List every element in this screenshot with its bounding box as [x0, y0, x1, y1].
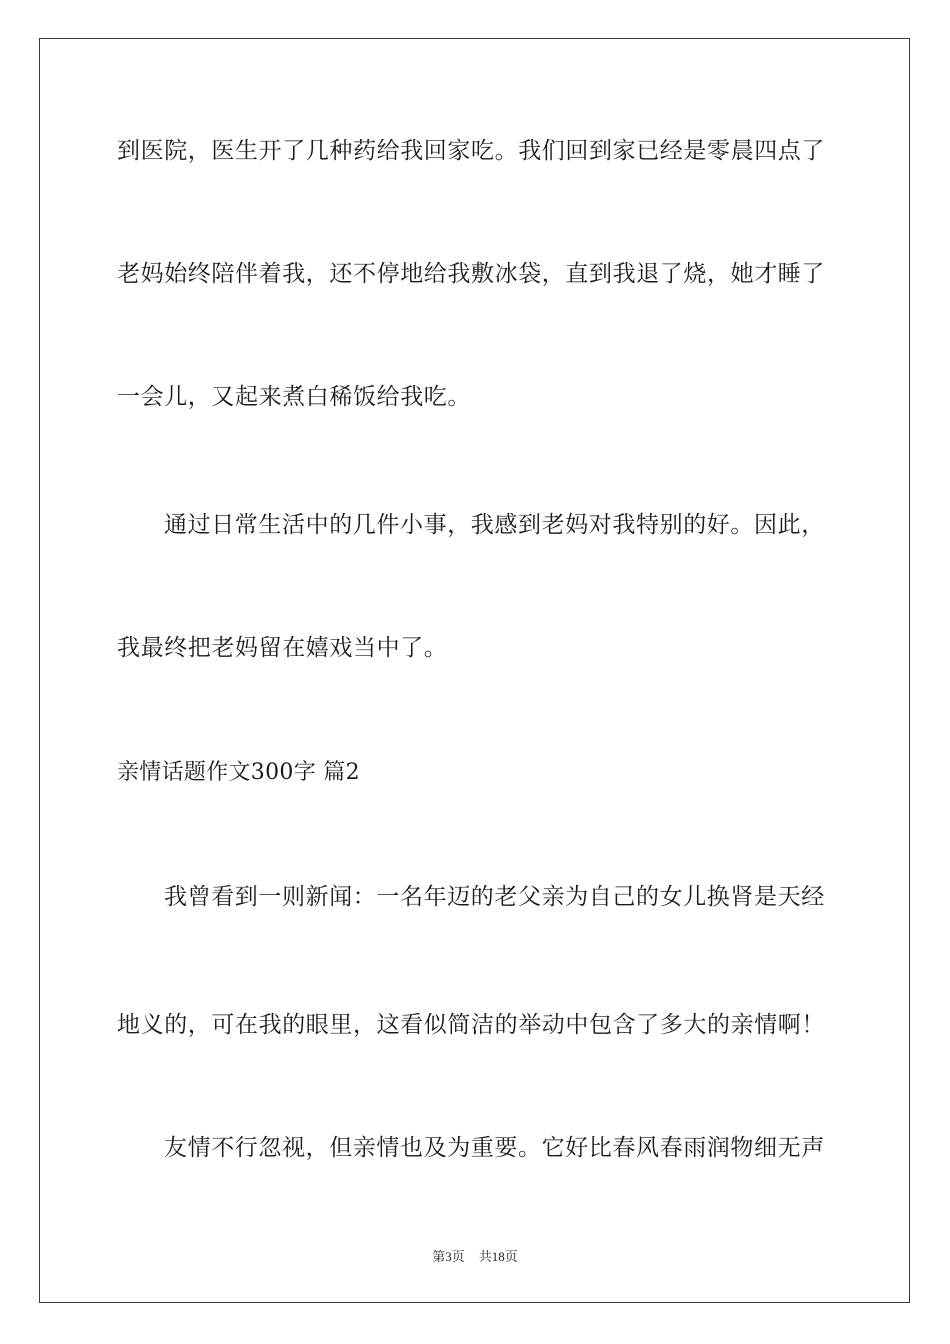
page-total: 共18页	[478, 1249, 518, 1264]
page-number: 第3页	[432, 1249, 465, 1264]
paragraph-line: 我曾看到一则新闻：一名年迈的老父亲为自己的女儿换肾是天经	[164, 884, 825, 910]
paragraph-line: 地义的，可在我的眼里，这看似简洁的举动中包含了多大的亲情啊！	[117, 1012, 825, 1038]
section-heading: 亲情话题作文300字 篇2	[117, 760, 360, 785]
paragraph-line: 一会儿，又起来煮白稀饭给我吃。	[117, 384, 471, 410]
paragraph-line: 到医院，医生开了几种药给我回家吃。我们回到家已经是零晨四点了	[117, 138, 825, 164]
paragraph-line: 通过日常生活中的几件小事，我感到老妈对我特别的好。因此，	[164, 512, 825, 538]
page-border	[39, 38, 910, 1303]
paragraph-line: 友情不行忽视，但亲情也及为重要。它好比春风春雨润物细无声	[164, 1135, 825, 1161]
page-footer	[0, 1246, 950, 1265]
paragraph-line: 老妈始终陪伴着我，还不停地给我敷冰袋，直到我退了烧，她才睡了	[117, 261, 825, 287]
paragraph-line: 我最终把老妈留在嬉戏当中了。	[117, 635, 448, 661]
